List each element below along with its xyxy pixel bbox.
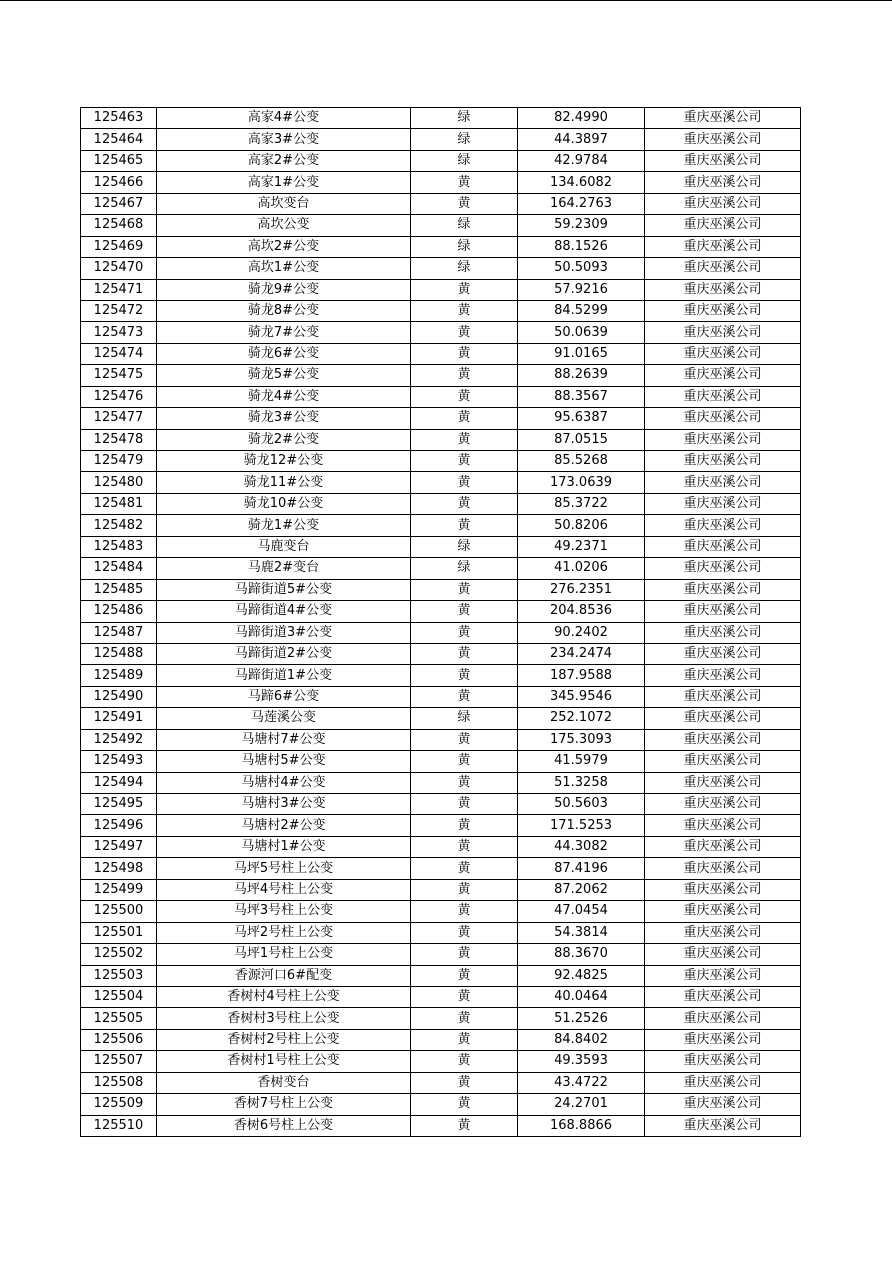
cell-station-name: 马蹄街道3#公变: [157, 622, 411, 643]
cell-value: 84.5299: [518, 300, 645, 321]
cell-id: 125484: [81, 558, 157, 579]
cell-station-name: 香树7号柱上公变: [157, 1094, 411, 1115]
cell-color-level: 绿: [411, 129, 518, 150]
cell-color-level: 绿: [411, 150, 518, 171]
cell-company: 重庆巫溪公司: [645, 386, 801, 407]
cell-company: 重庆巫溪公司: [645, 1029, 801, 1050]
table-body: [81, 108, 801, 1137]
cell-company: 重庆巫溪公司: [645, 515, 801, 536]
cell-color-level: 黄: [411, 751, 518, 772]
table-row: [81, 536, 801, 557]
table-row: [81, 579, 801, 600]
cell-id: 125489: [81, 665, 157, 686]
cell-value: 85.5268: [518, 451, 645, 472]
transformer-table: [80, 107, 801, 1137]
cell-id: 125468: [81, 215, 157, 236]
cell-color-level: 黄: [411, 879, 518, 900]
cell-id: 125500: [81, 901, 157, 922]
cell-company: 重庆巫溪公司: [645, 365, 801, 386]
table-row: [81, 343, 801, 364]
cell-station-name: 马莲溪公变: [157, 708, 411, 729]
table-row: [81, 279, 801, 300]
cell-station-name: 马蹄街道4#公变: [157, 601, 411, 622]
cell-company: 重庆巫溪公司: [645, 150, 801, 171]
table-row: [81, 901, 801, 922]
cell-station-name: 骑龙10#公变: [157, 493, 411, 514]
cell-color-level: 绿: [411, 558, 518, 579]
cell-value: 175.3093: [518, 729, 645, 750]
cell-id: 125510: [81, 1115, 157, 1136]
cell-color-level: 黄: [411, 686, 518, 707]
cell-id: 125481: [81, 493, 157, 514]
table-row: [81, 751, 801, 772]
cell-color-level: 黄: [411, 386, 518, 407]
cell-color-level: 黄: [411, 1029, 518, 1050]
cell-color-level: 黄: [411, 408, 518, 429]
table-row: [81, 1115, 801, 1136]
cell-company: 重庆巫溪公司: [645, 858, 801, 879]
cell-station-name: 高家1#公变: [157, 172, 411, 193]
cell-station-name: 高坎1#公变: [157, 258, 411, 279]
cell-color-level: 黄: [411, 1094, 518, 1115]
cell-id: 125474: [81, 343, 157, 364]
cell-color-level: 黄: [411, 815, 518, 836]
cell-company: 重庆巫溪公司: [645, 236, 801, 257]
cell-value: 88.3670: [518, 944, 645, 965]
cell-value: 57.9216: [518, 279, 645, 300]
cell-station-name: 马蹄街道5#公变: [157, 579, 411, 600]
cell-id: 125494: [81, 772, 157, 793]
cell-company: 重庆巫溪公司: [645, 558, 801, 579]
cell-company: 重庆巫溪公司: [645, 879, 801, 900]
cell-color-level: 黄: [411, 858, 518, 879]
cell-color-level: 黄: [411, 493, 518, 514]
cell-color-level: 黄: [411, 836, 518, 857]
cell-company: 重庆巫溪公司: [645, 922, 801, 943]
table-row: [81, 1094, 801, 1115]
table-row: [81, 429, 801, 450]
cell-id: 125483: [81, 536, 157, 557]
cell-color-level: 黄: [411, 901, 518, 922]
cell-color-level: 黄: [411, 1115, 518, 1136]
table-row: [81, 172, 801, 193]
cell-value: 54.3814: [518, 922, 645, 943]
cell-id: 125479: [81, 451, 157, 472]
cell-value: 40.0464: [518, 986, 645, 1007]
cell-company: 重庆巫溪公司: [645, 536, 801, 557]
cell-station-name: 马鹿2#变台: [157, 558, 411, 579]
table-row: [81, 858, 801, 879]
cell-station-name: 高家3#公变: [157, 129, 411, 150]
cell-company: 重庆巫溪公司: [645, 772, 801, 793]
cell-value: 276.2351: [518, 579, 645, 600]
cell-color-level: 黄: [411, 1051, 518, 1072]
cell-value: 51.2526: [518, 1008, 645, 1029]
table-row: [81, 815, 801, 836]
cell-station-name: 马塘村1#公变: [157, 836, 411, 857]
cell-color-level: 黄: [411, 622, 518, 643]
cell-color-level: 绿: [411, 258, 518, 279]
cell-station-name: 骑龙3#公变: [157, 408, 411, 429]
cell-station-name: 高坎公变: [157, 215, 411, 236]
cell-id: 125464: [81, 129, 157, 150]
table-row: [81, 965, 801, 986]
table-row: [81, 150, 801, 171]
cell-color-level: 黄: [411, 986, 518, 1007]
cell-color-level: 黄: [411, 965, 518, 986]
table-row: [81, 493, 801, 514]
cell-station-name: 高家2#公变: [157, 150, 411, 171]
cell-station-name: 马鹿变台: [157, 536, 411, 557]
cell-value: 44.3897: [518, 129, 645, 150]
cell-id: 125463: [81, 108, 157, 129]
cell-id: 125487: [81, 622, 157, 643]
table-row: [81, 986, 801, 1007]
cell-id: 125486: [81, 601, 157, 622]
cell-color-level: 绿: [411, 215, 518, 236]
cell-id: 125495: [81, 794, 157, 815]
cell-id: 125476: [81, 386, 157, 407]
cell-value: 90.2402: [518, 622, 645, 643]
table-row: [81, 922, 801, 943]
cell-station-name: 马塘村3#公变: [157, 794, 411, 815]
cell-company: 重庆巫溪公司: [645, 579, 801, 600]
cell-station-name: 香树村3号柱上公变: [157, 1008, 411, 1029]
cell-color-level: 黄: [411, 772, 518, 793]
cell-color-level: 绿: [411, 708, 518, 729]
cell-id: 125467: [81, 193, 157, 214]
cell-company: 重庆巫溪公司: [645, 279, 801, 300]
cell-color-level: 黄: [411, 922, 518, 943]
cell-value: 95.6387: [518, 408, 645, 429]
cell-company: 重庆巫溪公司: [645, 1051, 801, 1072]
cell-station-name: 马塘村2#公变: [157, 815, 411, 836]
cell-id: 125490: [81, 686, 157, 707]
table-row: [81, 665, 801, 686]
cell-color-level: 黄: [411, 451, 518, 472]
cell-company: 重庆巫溪公司: [645, 751, 801, 772]
table-row: [81, 236, 801, 257]
cell-id: 125493: [81, 751, 157, 772]
cell-id: 125475: [81, 365, 157, 386]
cell-value: 134.6082: [518, 172, 645, 193]
cell-color-level: 黄: [411, 279, 518, 300]
cell-value: 88.3567: [518, 386, 645, 407]
cell-station-name: 香源河口6#配变: [157, 965, 411, 986]
cell-id: 125502: [81, 944, 157, 965]
cell-company: 重庆巫溪公司: [645, 1008, 801, 1029]
cell-id: 125503: [81, 965, 157, 986]
cell-color-level: 黄: [411, 322, 518, 343]
cell-station-name: 香树村2号柱上公变: [157, 1029, 411, 1050]
cell-station-name: 高坎变台: [157, 193, 411, 214]
cell-color-level: 黄: [411, 944, 518, 965]
cell-station-name: 骑龙1#公变: [157, 515, 411, 536]
cell-color-level: 黄: [411, 515, 518, 536]
cell-color-level: 绿: [411, 236, 518, 257]
cell-value: 43.4722: [518, 1072, 645, 1093]
cell-company: 重庆巫溪公司: [645, 322, 801, 343]
table-row: [81, 1029, 801, 1050]
cell-color-level: 黄: [411, 729, 518, 750]
cell-id: 125507: [81, 1051, 157, 1072]
cell-id: 125469: [81, 236, 157, 257]
cell-value: 87.0515: [518, 429, 645, 450]
cell-color-level: 黄: [411, 601, 518, 622]
cell-company: 重庆巫溪公司: [645, 129, 801, 150]
cell-company: 重庆巫溪公司: [645, 472, 801, 493]
cell-value: 84.8402: [518, 1029, 645, 1050]
cell-id: 125504: [81, 986, 157, 1007]
table-row: [81, 386, 801, 407]
cell-color-level: 黄: [411, 365, 518, 386]
cell-station-name: 高坎2#公变: [157, 236, 411, 257]
cell-value: 87.4196: [518, 858, 645, 879]
cell-company: 重庆巫溪公司: [645, 729, 801, 750]
table-row: [81, 193, 801, 214]
cell-company: 重庆巫溪公司: [645, 965, 801, 986]
cell-value: 41.5979: [518, 751, 645, 772]
cell-value: 42.9784: [518, 150, 645, 171]
cell-id: 125501: [81, 922, 157, 943]
cell-value: 91.0165: [518, 343, 645, 364]
cell-station-name: 高家4#公变: [157, 108, 411, 129]
cell-id: 125482: [81, 515, 157, 536]
cell-company: 重庆巫溪公司: [645, 794, 801, 815]
cell-id: 125470: [81, 258, 157, 279]
table-row: [81, 300, 801, 321]
cell-company: 重庆巫溪公司: [645, 944, 801, 965]
table-row: [81, 794, 801, 815]
table-row: [81, 108, 801, 129]
cell-station-name: 香树6号柱上公变: [157, 1115, 411, 1136]
cell-station-name: 骑龙9#公变: [157, 279, 411, 300]
cell-station-name: 香树村4号柱上公变: [157, 986, 411, 1007]
cell-company: 重庆巫溪公司: [645, 258, 801, 279]
table-row: [81, 1051, 801, 1072]
table-row: [81, 129, 801, 150]
cell-company: 重庆巫溪公司: [645, 815, 801, 836]
cell-id: 125472: [81, 300, 157, 321]
cell-color-level: 黄: [411, 1072, 518, 1093]
cell-value: 164.2763: [518, 193, 645, 214]
cell-value: 50.0639: [518, 322, 645, 343]
cell-station-name: 马塘村7#公变: [157, 729, 411, 750]
cell-color-level: 绿: [411, 536, 518, 557]
table-row: [81, 515, 801, 536]
table-row: [81, 729, 801, 750]
cell-station-name: 马蹄6#公变: [157, 686, 411, 707]
cell-company: 重庆巫溪公司: [645, 836, 801, 857]
cell-station-name: 马蹄街道1#公变: [157, 665, 411, 686]
cell-company: 重庆巫溪公司: [645, 172, 801, 193]
cell-station-name: 骑龙4#公变: [157, 386, 411, 407]
table-row: [81, 215, 801, 236]
cell-station-name: 骑龙6#公变: [157, 343, 411, 364]
cell-id: 125465: [81, 150, 157, 171]
cell-id: 125488: [81, 643, 157, 664]
cell-company: 重庆巫溪公司: [645, 643, 801, 664]
table-row: [81, 879, 801, 900]
page-top-border: [0, 0, 892, 1]
cell-station-name: 骑龙7#公变: [157, 322, 411, 343]
cell-value: 50.5093: [518, 258, 645, 279]
cell-company: 重庆巫溪公司: [645, 1072, 801, 1093]
cell-color-level: 绿: [411, 108, 518, 129]
cell-id: 125499: [81, 879, 157, 900]
cell-value: 82.4990: [518, 108, 645, 129]
cell-company: 重庆巫溪公司: [645, 708, 801, 729]
cell-value: 171.5253: [518, 815, 645, 836]
table-row: [81, 601, 801, 622]
cell-company: 重庆巫溪公司: [645, 451, 801, 472]
table-row: [81, 643, 801, 664]
cell-value: 50.8206: [518, 515, 645, 536]
cell-company: 重庆巫溪公司: [645, 108, 801, 129]
cell-color-level: 黄: [411, 665, 518, 686]
cell-id: 125505: [81, 1008, 157, 1029]
cell-company: 重庆巫溪公司: [645, 408, 801, 429]
cell-company: 重庆巫溪公司: [645, 601, 801, 622]
cell-value: 88.2639: [518, 365, 645, 386]
cell-company: 重庆巫溪公司: [645, 429, 801, 450]
cell-station-name: 马坪5号柱上公变: [157, 858, 411, 879]
cell-id: 125509: [81, 1094, 157, 1115]
table-row: [81, 258, 801, 279]
cell-color-level: 黄: [411, 193, 518, 214]
cell-color-level: 黄: [411, 579, 518, 600]
table-row: [81, 622, 801, 643]
cell-company: 重庆巫溪公司: [645, 901, 801, 922]
cell-station-name: 马坪3号柱上公变: [157, 901, 411, 922]
cell-company: 重庆巫溪公司: [645, 686, 801, 707]
cell-company: 重庆巫溪公司: [645, 193, 801, 214]
table-row: [81, 1072, 801, 1093]
cell-id: 125497: [81, 836, 157, 857]
table-row: [81, 365, 801, 386]
cell-id: 125496: [81, 815, 157, 836]
cell-id: 125485: [81, 579, 157, 600]
table-row: [81, 708, 801, 729]
table-row: [81, 408, 801, 429]
table-row: [81, 772, 801, 793]
table-row: [81, 322, 801, 343]
table-row: [81, 944, 801, 965]
cell-color-level: 黄: [411, 643, 518, 664]
cell-company: 重庆巫溪公司: [645, 215, 801, 236]
cell-company: 重庆巫溪公司: [645, 300, 801, 321]
cell-value: 50.5603: [518, 794, 645, 815]
cell-station-name: 骑龙12#公变: [157, 451, 411, 472]
cell-id: 125480: [81, 472, 157, 493]
cell-id: 125478: [81, 429, 157, 450]
cell-station-name: 马蹄街道2#公变: [157, 643, 411, 664]
cell-station-name: 马坪2号柱上公变: [157, 922, 411, 943]
table-row: [81, 686, 801, 707]
cell-value: 49.2371: [518, 536, 645, 557]
cell-value: 85.3722: [518, 493, 645, 514]
cell-color-level: 黄: [411, 172, 518, 193]
cell-id: 125491: [81, 708, 157, 729]
cell-value: 49.3593: [518, 1051, 645, 1072]
cell-id: 125473: [81, 322, 157, 343]
table-row: [81, 836, 801, 857]
cell-id: 125492: [81, 729, 157, 750]
cell-value: 168.8866: [518, 1115, 645, 1136]
cell-color-level: 黄: [411, 343, 518, 364]
table-row: [81, 472, 801, 493]
cell-station-name: 香树变台: [157, 1072, 411, 1093]
cell-station-name: 马坪4号柱上公变: [157, 879, 411, 900]
cell-id: 125466: [81, 172, 157, 193]
cell-station-name: 马塘村4#公变: [157, 772, 411, 793]
cell-value: 234.2474: [518, 643, 645, 664]
cell-value: 87.2062: [518, 879, 645, 900]
cell-value: 204.8536: [518, 601, 645, 622]
table-row: [81, 451, 801, 472]
cell-company: 重庆巫溪公司: [645, 986, 801, 1007]
cell-id: 125477: [81, 408, 157, 429]
cell-station-name: 骑龙5#公变: [157, 365, 411, 386]
cell-company: 重庆巫溪公司: [645, 493, 801, 514]
cell-color-level: 黄: [411, 1008, 518, 1029]
cell-value: 24.2701: [518, 1094, 645, 1115]
cell-color-level: 黄: [411, 429, 518, 450]
cell-value: 59.2309: [518, 215, 645, 236]
cell-id: 125506: [81, 1029, 157, 1050]
cell-value: 92.4825: [518, 965, 645, 986]
cell-station-name: 骑龙11#公变: [157, 472, 411, 493]
cell-company: 重庆巫溪公司: [645, 343, 801, 364]
cell-color-level: 黄: [411, 300, 518, 321]
table-row: [81, 558, 801, 579]
cell-station-name: 马塘村5#公变: [157, 751, 411, 772]
cell-station-name: 马坪1号柱上公变: [157, 944, 411, 965]
cell-station-name: 香树村1号柱上公变: [157, 1051, 411, 1072]
cell-value: 252.1072: [518, 708, 645, 729]
cell-value: 187.9588: [518, 665, 645, 686]
cell-value: 44.3082: [518, 836, 645, 857]
cell-color-level: 黄: [411, 794, 518, 815]
cell-value: 345.9546: [518, 686, 645, 707]
cell-value: 47.0454: [518, 901, 645, 922]
cell-id: 125471: [81, 279, 157, 300]
cell-station-name: 骑龙2#公变: [157, 429, 411, 450]
cell-id: 125508: [81, 1072, 157, 1093]
cell-value: 51.3258: [518, 772, 645, 793]
cell-company: 重庆巫溪公司: [645, 665, 801, 686]
cell-station-name: 骑龙8#公变: [157, 300, 411, 321]
cell-company: 重庆巫溪公司: [645, 622, 801, 643]
table-row: [81, 1008, 801, 1029]
cell-value: 41.0206: [518, 558, 645, 579]
cell-value: 173.0639: [518, 472, 645, 493]
cell-value: 88.1526: [518, 236, 645, 257]
cell-company: 重庆巫溪公司: [645, 1094, 801, 1115]
cell-company: 重庆巫溪公司: [645, 1115, 801, 1136]
cell-color-level: 黄: [411, 472, 518, 493]
cell-id: 125498: [81, 858, 157, 879]
